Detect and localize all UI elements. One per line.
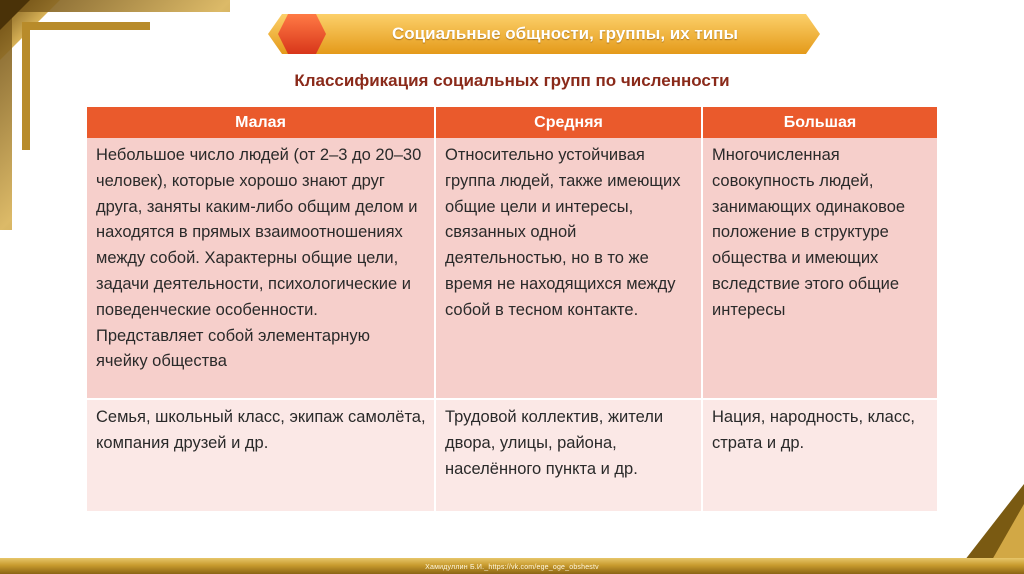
page-title: Социальные общности, группы, их типы bbox=[392, 24, 738, 43]
cell-medium-examples: Трудовой коллектив, жители двора, улицы, района, населённого пункта и др. bbox=[435, 399, 702, 511]
header-small: Малая bbox=[87, 107, 435, 138]
table-caption: Классификация социальных групп по численности bbox=[294, 71, 730, 90]
table-row-examples bbox=[87, 399, 937, 511]
footer-credit: Хамидуллин Б.И._https://vk.com/ege_oge_obshestv bbox=[425, 564, 599, 571]
cell-large-description: Многочисленная совокупность людей, занимающих одинаковое положение в структуре общества и имеющих вследствие этого общие интересы bbox=[702, 138, 937, 399]
title-banner bbox=[268, 12, 820, 56]
classification-table bbox=[87, 107, 937, 511]
header-medium: Средняя bbox=[435, 107, 702, 138]
header-large: Большая bbox=[702, 107, 937, 138]
cell-large-examples: Нация, народность, класс, страта и др. bbox=[702, 399, 937, 511]
table-header-row bbox=[87, 107, 937, 138]
cell-small-description: Небольшое число людей (от 2–3 до 20–30 человек), которые хорошо знают друг друга, заняты каким-либо общим делом и находятся в прямых взаимоотношениях между собой. Характерны общие цели, задачи деятельности, психологические и поведенческие особенности. Представляет собой элементарную ячейку общества bbox=[87, 138, 435, 399]
banner-hexagon-icon bbox=[278, 14, 326, 54]
cell-small-examples: Семья, школьный класс, экипаж самолёта, компания друзей и др. bbox=[87, 399, 435, 511]
cell-medium-description: Относительно устойчивая группа людей, также имеющих общие цели и интересы, связанных одной деятельностью, но в то же время не находящихся между собой в тесном контакте. bbox=[435, 138, 702, 399]
table-row-description bbox=[87, 138, 937, 399]
